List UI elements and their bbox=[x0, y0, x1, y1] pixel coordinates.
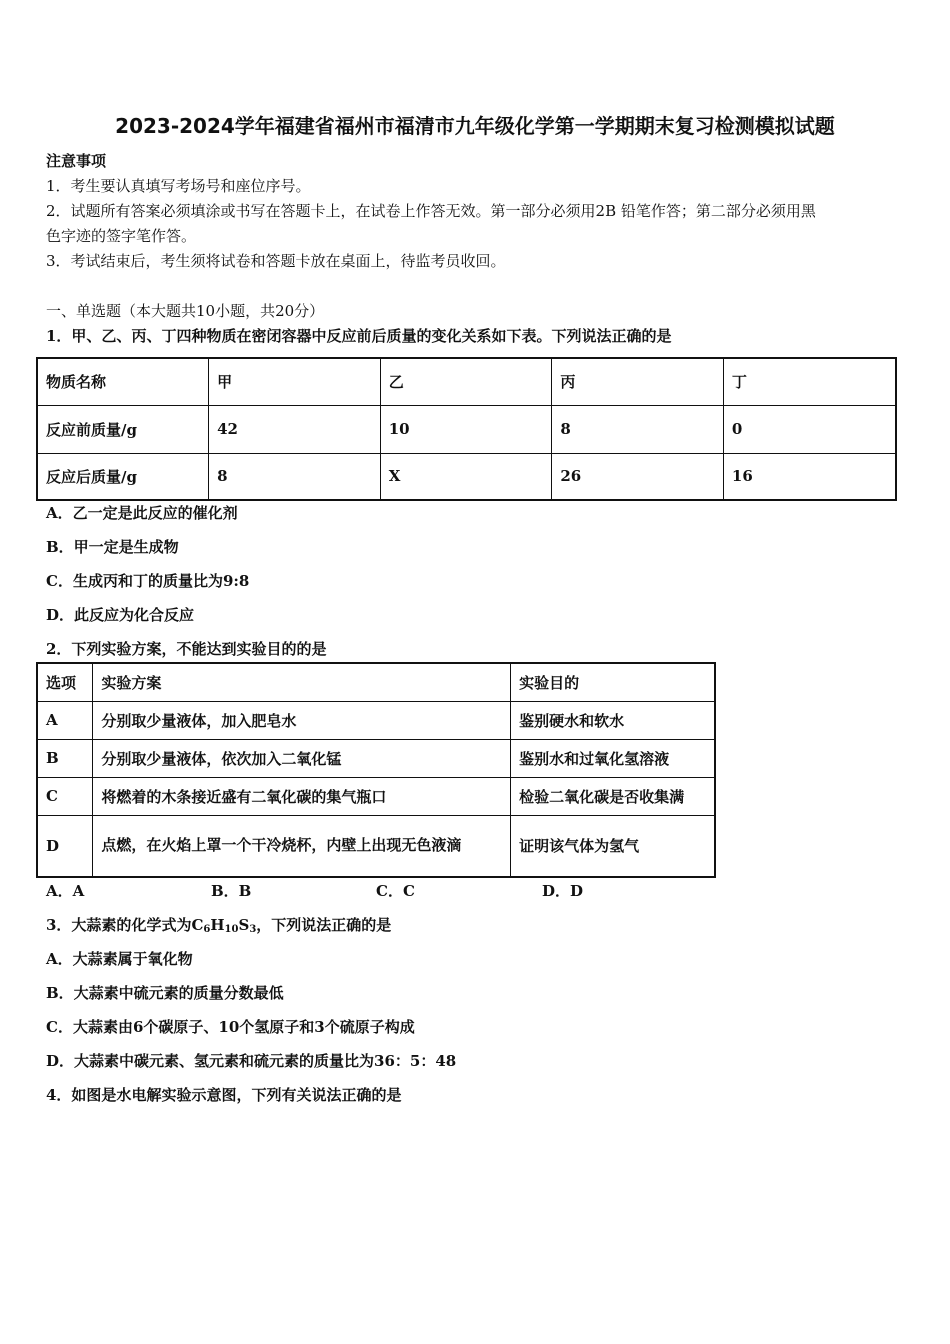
notes-heading: 注意事项 bbox=[46, 152, 107, 170]
table-row bbox=[37, 663, 715, 701]
option-b: B．大蒜素中硫元素的质量分数最低 bbox=[46, 984, 284, 1002]
table-cell: 反应前质量/g bbox=[37, 405, 209, 453]
table-cell: 16 bbox=[723, 453, 896, 500]
table-cell: C bbox=[37, 777, 93, 815]
option-d: D．此反应为化合反应 bbox=[46, 606, 195, 624]
table-row bbox=[37, 739, 715, 777]
notes-item: 1．考生要认真填写考场号和座位序号。 bbox=[46, 177, 311, 195]
table-cell: 将燃着的木条接近盛有二氧化碳的集气瓶口 bbox=[93, 777, 511, 815]
table-cell: 反应后质量/g bbox=[37, 453, 209, 500]
table-cell: 物质名称 bbox=[37, 358, 209, 405]
table-cell: 乙 bbox=[380, 358, 552, 405]
table-cell: 选项 bbox=[37, 663, 93, 701]
option-d: D．大蒜素中碳元素、氢元素和硫元素的质量比为36：5：48 bbox=[46, 1052, 457, 1070]
section-heading: 一、单选题（本大题共10小题，共20分） bbox=[46, 302, 325, 320]
table-cell: 0 bbox=[723, 405, 896, 453]
table-row bbox=[37, 777, 715, 815]
table-cell: B bbox=[37, 739, 93, 777]
table-cell: 检验二氧化碳是否收集满 bbox=[511, 777, 715, 815]
option-a: A．乙一定是此反应的催化剂 bbox=[46, 504, 238, 522]
options-row bbox=[46, 880, 746, 904]
table-row bbox=[37, 453, 896, 500]
table-cell: 分别取少量液体，加入肥皂水 bbox=[93, 701, 511, 739]
table-row bbox=[37, 701, 715, 739]
table-row bbox=[37, 815, 715, 877]
stem-text: S bbox=[238, 916, 250, 934]
table-cell: 8 bbox=[209, 453, 381, 500]
subscript: 6 bbox=[203, 924, 211, 935]
option-a: A．大蒜素属于氧化物 bbox=[46, 950, 193, 968]
table-cell: X bbox=[380, 453, 552, 500]
option-c: C．大蒜素由6个碳原子、10个氢原子和3个硫原子构成 bbox=[46, 1018, 415, 1036]
subscript: 10 bbox=[224, 924, 239, 935]
subscript: 3 bbox=[249, 924, 257, 935]
table-cell: 甲 bbox=[209, 358, 381, 405]
table-cell: D bbox=[37, 815, 93, 877]
table-cell: A bbox=[37, 701, 93, 739]
question-stem-1: 1．甲、乙、丙、丁四种物质在密闭容器中反应前后质量的变化关系如下表。下列说法正确的是 bbox=[46, 327, 672, 345]
table-cell: 8 bbox=[552, 405, 724, 453]
table-cell: 证明该气体为氢气 bbox=[511, 815, 715, 877]
stem-text: 3．大蒜素的化学式为C bbox=[46, 916, 204, 934]
table-cell: 26 bbox=[552, 453, 724, 500]
notes-item: 色字迹的签字笔作答。 bbox=[46, 227, 197, 245]
question-stem-3 bbox=[46, 913, 391, 937]
option-b: B．B bbox=[211, 882, 252, 900]
question-stem-4: 4．如图是水电解实验示意图，下列有关说法正确的是 bbox=[46, 1086, 402, 1104]
table-cell: 实验目的 bbox=[511, 663, 715, 701]
option-c: C．生成丙和丁的质量比为9:8 bbox=[46, 572, 250, 590]
table-cell: 实验方案 bbox=[93, 663, 511, 701]
experiment-table bbox=[36, 662, 716, 878]
table-row bbox=[37, 405, 896, 453]
option-c: C．C bbox=[376, 882, 415, 900]
notes-item: 2．试题所有答案必须填涂或书写在答题卡上，在试卷上作答无效。第一部分必须用2B 铅笔作答；第二部分必须用黑 bbox=[46, 202, 816, 220]
table-cell: 分别取少量液体，依次加入二氧化锰 bbox=[93, 739, 511, 777]
stem-text: H bbox=[210, 916, 225, 934]
option-a: A．A bbox=[46, 882, 85, 900]
stem-text: ，下列说法正确的是 bbox=[256, 916, 392, 934]
option-b: B．甲一定是生成物 bbox=[46, 538, 179, 556]
table-cell: 鉴别水和过氧化氢溶液 bbox=[511, 739, 715, 777]
table-cell: 10 bbox=[380, 405, 552, 453]
table-cell: 点燃，在火焰上罩一个干冷烧杯，内壁上出现无色液滴 bbox=[93, 815, 511, 877]
mass-table bbox=[36, 357, 897, 501]
table-row bbox=[37, 358, 896, 405]
page-title: 2023-2024学年福建省福州市福清市九年级化学第一学期期末复习检测模拟试题 bbox=[115, 114, 835, 138]
table-cell: 丁 bbox=[723, 358, 896, 405]
table-cell: 鉴别硬水和软水 bbox=[511, 701, 715, 739]
question-stem-2: 2．下列实验方案，不能达到实验目的的是 bbox=[46, 640, 327, 658]
option-d: D．D bbox=[542, 882, 584, 900]
table-cell: 丙 bbox=[552, 358, 724, 405]
table-cell: 42 bbox=[209, 405, 381, 453]
notes-item: 3．考试结束后，考生须将试卷和答题卡放在桌面上，待监考员收回。 bbox=[46, 252, 506, 270]
